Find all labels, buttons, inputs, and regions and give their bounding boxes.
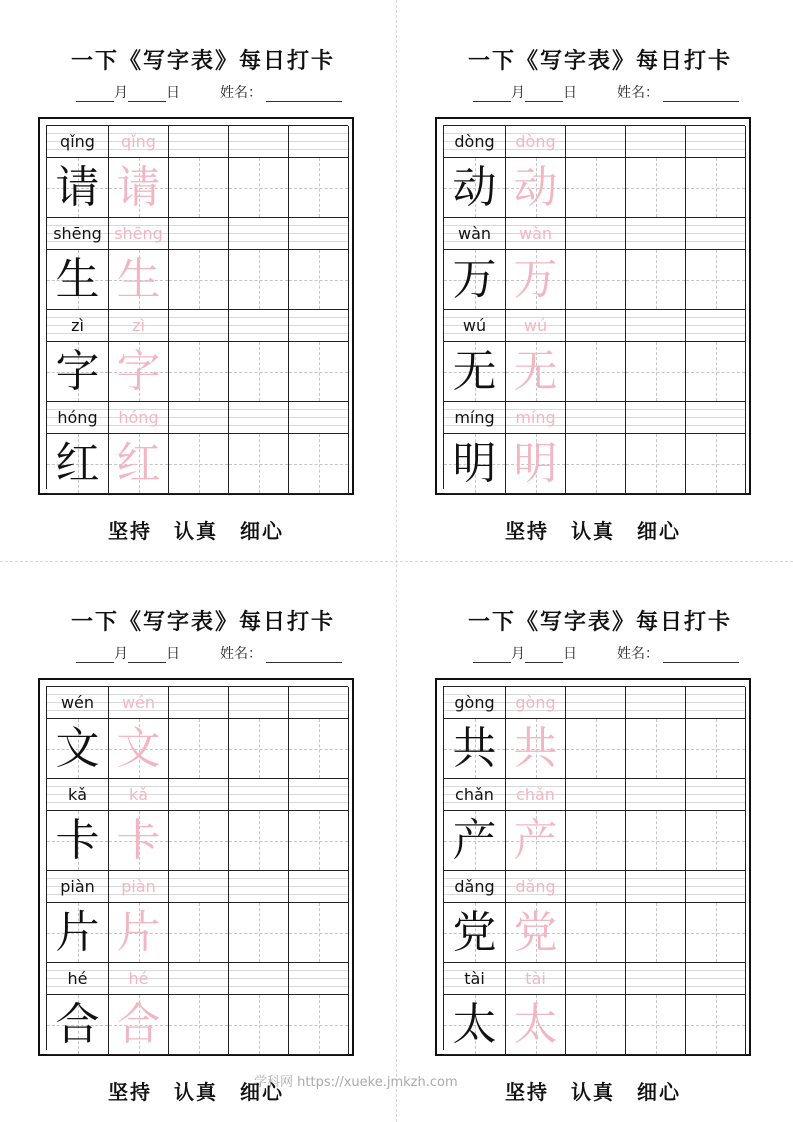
pinyin-text: hóng <box>57 408 98 427</box>
character-practice-cell[interactable] <box>289 719 349 779</box>
pinyin-trace-cell <box>506 963 566 995</box>
pinyin-practice-cell[interactable] <box>229 871 289 903</box>
pinyin-text: zì <box>71 316 84 335</box>
pinyin-trace-cell <box>109 779 169 811</box>
pinyin-trace-cell <box>506 126 566 158</box>
month-label: 月 <box>511 646 525 662</box>
motto: 坚持 认真 细心 <box>108 1080 284 1104</box>
pinyin-practice-cell[interactable] <box>626 402 686 434</box>
character-practice-cell[interactable] <box>566 250 626 310</box>
pinyin-text: wú <box>462 316 487 335</box>
pinyin-text: shēng <box>53 224 102 243</box>
pinyin-trace-text: wú <box>523 316 548 335</box>
character-practice-cell[interactable] <box>686 342 746 402</box>
pinyin-practice-cell[interactable] <box>686 963 746 995</box>
practice-card <box>435 571 765 1111</box>
pinyin-practice-cell[interactable] <box>566 779 626 811</box>
pinyin-practice-cell[interactable] <box>289 402 349 434</box>
pinyin-cell <box>47 687 109 719</box>
character-text: 党 <box>452 906 497 958</box>
character-practice-cell[interactable] <box>626 342 686 402</box>
character-practice-cell[interactable] <box>229 995 289 1055</box>
pinyin-text: dǎng <box>454 877 495 896</box>
pinyin-practice-cell[interactable] <box>626 687 686 719</box>
month-blank[interactable] <box>76 87 114 102</box>
character-practice-cell[interactable] <box>566 903 626 963</box>
writing-grid <box>46 686 348 1050</box>
pinyin-trace-cell <box>109 310 169 342</box>
character-cell <box>47 434 109 494</box>
pinyin-trace-text: hé <box>128 969 149 988</box>
name-blank[interactable] <box>266 87 342 102</box>
pinyin-practice-cell[interactable] <box>229 779 289 811</box>
character-text: 请 <box>55 161 100 213</box>
character-text: 动 <box>452 161 497 213</box>
character-trace-cell <box>506 250 566 310</box>
pinyin-trace-text: piàn <box>121 877 156 896</box>
date-name-line <box>38 82 368 102</box>
character-practice-cell[interactable] <box>229 158 289 218</box>
day-label: 日 <box>166 85 180 101</box>
character-trace-cell <box>109 158 169 218</box>
pinyin-practice-cell[interactable] <box>289 963 349 995</box>
character-practice-cell[interactable] <box>169 342 229 402</box>
character-trace-cell <box>109 719 169 779</box>
character-practice-cell[interactable] <box>566 158 626 218</box>
character-cell <box>47 342 109 402</box>
pinyin-trace-cell <box>109 402 169 434</box>
character-practice-cell[interactable] <box>686 434 746 494</box>
pinyin-trace-cell <box>506 871 566 903</box>
pinyin-trace-cell <box>506 218 566 250</box>
pinyin-practice-cell[interactable] <box>686 126 746 158</box>
pinyin-practice-cell[interactable] <box>169 402 229 434</box>
pinyin-practice-cell[interactable] <box>169 126 229 158</box>
card-title: 一下《写字表》每日打卡 <box>70 48 335 74</box>
character-practice-cell[interactable] <box>686 811 746 871</box>
character-practice-cell[interactable] <box>686 903 746 963</box>
character-trace-text: 太 <box>513 998 558 1050</box>
character-trace-cell <box>109 903 169 963</box>
pinyin-text: kǎ <box>67 785 88 804</box>
character-trace-text: 字 <box>116 345 161 397</box>
pinyin-trace-text: gòng <box>515 693 556 712</box>
character-cell <box>444 342 506 402</box>
practice-card <box>435 10 765 550</box>
character-text: 万 <box>452 253 497 305</box>
pinyin-cell <box>444 310 506 342</box>
character-trace-cell <box>506 903 566 963</box>
character-trace-cell <box>506 342 566 402</box>
character-practice-cell[interactable] <box>686 719 746 779</box>
pinyin-trace-cell <box>506 779 566 811</box>
pinyin-practice-cell[interactable] <box>626 779 686 811</box>
name-label: 姓名： <box>617 646 659 662</box>
pinyin-practice-cell[interactable] <box>169 963 229 995</box>
pinyin-practice-cell[interactable] <box>289 218 349 250</box>
pinyin-cell <box>444 779 506 811</box>
pinyin-practice-cell[interactable] <box>229 963 289 995</box>
pinyin-cell <box>47 310 109 342</box>
character-text: 无 <box>452 345 497 397</box>
pinyin-practice-cell[interactable] <box>169 310 229 342</box>
character-cell <box>444 158 506 218</box>
pinyin-trace-text: dǎng <box>515 877 556 896</box>
month-blank[interactable] <box>473 87 511 102</box>
character-cell <box>47 811 109 871</box>
month-label: 月 <box>114 85 128 101</box>
character-trace-text: 共 <box>513 722 558 774</box>
character-trace-cell <box>109 250 169 310</box>
pinyin-cell <box>47 779 109 811</box>
character-practice-cell[interactable] <box>169 434 229 494</box>
character-trace-cell <box>506 811 566 871</box>
character-trace-cell <box>109 995 169 1055</box>
character-text: 文 <box>55 722 100 774</box>
day-blank[interactable] <box>525 648 563 663</box>
pinyin-trace-cell <box>109 687 169 719</box>
pinyin-trace-text: chǎn <box>516 785 555 804</box>
day-label: 日 <box>166 646 180 662</box>
character-practice-cell[interactable] <box>169 995 229 1055</box>
character-practice-cell[interactable] <box>626 903 686 963</box>
character-cell <box>47 719 109 779</box>
name-label: 姓名： <box>617 85 659 101</box>
writing-grid <box>443 125 745 489</box>
pinyin-trace-text: dòng <box>515 132 556 151</box>
pinyin-practice-cell[interactable] <box>289 871 349 903</box>
date-name-line <box>435 82 765 102</box>
character-practice-cell[interactable] <box>169 811 229 871</box>
character-trace-text: 万 <box>513 253 558 305</box>
writing-grid-frame <box>435 678 751 1056</box>
character-practice-cell[interactable] <box>229 811 289 871</box>
pinyin-trace-text: shēng <box>114 224 163 243</box>
character-trace-cell <box>109 342 169 402</box>
card-title: 一下《写字表》每日打卡 <box>70 609 335 635</box>
name-label: 姓名： <box>220 85 262 101</box>
day-blank[interactable] <box>128 648 166 663</box>
character-text: 生 <box>55 253 100 305</box>
character-practice-cell[interactable] <box>289 434 349 494</box>
pinyin-practice-cell[interactable] <box>626 963 686 995</box>
character-trace-cell <box>506 719 566 779</box>
character-practice-cell[interactable] <box>169 158 229 218</box>
character-practice-cell[interactable] <box>566 811 626 871</box>
character-practice-cell[interactable] <box>686 158 746 218</box>
pinyin-trace-cell <box>109 963 169 995</box>
pinyin-cell <box>47 218 109 250</box>
pinyin-cell <box>444 218 506 250</box>
character-cell <box>444 903 506 963</box>
pinyin-practice-cell[interactable] <box>686 687 746 719</box>
character-trace-text: 卡 <box>116 814 161 866</box>
character-trace-cell <box>506 434 566 494</box>
character-practice-cell[interactable] <box>566 342 626 402</box>
month-label: 月 <box>114 646 128 662</box>
character-cell <box>444 995 506 1055</box>
pinyin-trace-text: zì <box>132 316 145 335</box>
motto: 坚持 认真 细心 <box>505 1080 681 1104</box>
character-trace-cell <box>506 158 566 218</box>
pinyin-practice-cell[interactable] <box>229 126 289 158</box>
pinyin-trace-cell <box>506 402 566 434</box>
character-trace-cell <box>109 811 169 871</box>
character-cell <box>444 811 506 871</box>
character-practice-cell[interactable] <box>626 719 686 779</box>
character-practice-cell[interactable] <box>566 995 626 1055</box>
character-cell <box>47 250 109 310</box>
character-practice-cell[interactable] <box>289 158 349 218</box>
pinyin-practice-cell[interactable] <box>566 871 626 903</box>
writing-grid-frame <box>38 678 354 1056</box>
name-blank[interactable] <box>266 648 342 663</box>
pinyin-practice-cell[interactable] <box>229 402 289 434</box>
character-trace-text: 产 <box>513 814 558 866</box>
character-practice-cell[interactable] <box>229 342 289 402</box>
pinyin-trace-cell <box>109 218 169 250</box>
pinyin-practice-cell[interactable] <box>626 310 686 342</box>
pinyin-text: hé <box>67 969 88 988</box>
pinyin-cell <box>444 871 506 903</box>
character-practice-cell[interactable] <box>566 719 626 779</box>
day-label: 日 <box>563 85 577 101</box>
pinyin-practice-cell[interactable] <box>169 871 229 903</box>
character-practice-cell[interactable] <box>686 995 746 1055</box>
character-practice-cell[interactable] <box>229 250 289 310</box>
pinyin-text: wén <box>60 693 95 712</box>
character-cell <box>47 903 109 963</box>
practice-card <box>38 10 368 550</box>
pinyin-practice-cell[interactable] <box>566 687 626 719</box>
writing-grid-frame <box>38 117 354 495</box>
character-text: 字 <box>55 345 100 397</box>
pinyin-cell <box>47 871 109 903</box>
character-practice-cell[interactable] <box>686 250 746 310</box>
character-trace-text: 请 <box>116 161 161 213</box>
pinyin-trace-text: kǎ <box>128 785 149 804</box>
pinyin-cell <box>444 402 506 434</box>
character-cell <box>47 995 109 1055</box>
pinyin-practice-cell[interactable] <box>169 687 229 719</box>
character-practice-cell[interactable] <box>229 903 289 963</box>
character-practice-cell[interactable] <box>626 250 686 310</box>
character-practice-cell[interactable] <box>626 995 686 1055</box>
character-cell <box>444 434 506 494</box>
watermark: 学科网 https://xueke.jmkzh.com <box>254 1075 458 1090</box>
writing-grid <box>443 686 745 1050</box>
character-text: 产 <box>452 814 497 866</box>
character-trace-text: 生 <box>116 253 161 305</box>
pinyin-practice-cell[interactable] <box>566 963 626 995</box>
writing-grid-frame <box>435 117 751 495</box>
character-practice-cell[interactable] <box>566 434 626 494</box>
pinyin-trace-text: míng <box>515 408 556 427</box>
pinyin-practice-cell[interactable] <box>289 779 349 811</box>
character-trace-text: 党 <box>513 906 558 958</box>
pinyin-practice-cell[interactable] <box>566 218 626 250</box>
character-trace-text: 红 <box>116 437 161 489</box>
character-practice-cell[interactable] <box>229 434 289 494</box>
pinyin-practice-cell[interactable] <box>289 310 349 342</box>
pinyin-practice-cell[interactable] <box>566 310 626 342</box>
card-title: 一下《写字表》每日打卡 <box>467 48 732 74</box>
pinyin-text: wàn <box>457 224 492 243</box>
character-cell <box>47 158 109 218</box>
pinyin-practice-cell[interactable] <box>169 218 229 250</box>
character-practice-cell[interactable] <box>289 903 349 963</box>
pinyin-practice-cell[interactable] <box>566 126 626 158</box>
character-trace-text: 明 <box>513 437 558 489</box>
pinyin-trace-text: wén <box>121 693 156 712</box>
pinyin-practice-cell[interactable] <box>229 310 289 342</box>
pinyin-cell <box>47 126 109 158</box>
pinyin-trace-cell <box>109 126 169 158</box>
pinyin-trace-text: qǐng <box>121 132 156 151</box>
name-label: 姓名： <box>220 646 262 662</box>
character-practice-cell[interactable] <box>169 719 229 779</box>
character-trace-text: 无 <box>513 345 558 397</box>
pinyin-practice-cell[interactable] <box>686 779 746 811</box>
pinyin-text: dòng <box>454 132 495 151</box>
pinyin-practice-cell[interactable] <box>229 218 289 250</box>
character-practice-cell[interactable] <box>626 811 686 871</box>
pinyin-practice-cell[interactable] <box>289 126 349 158</box>
practice-card <box>38 571 368 1111</box>
motto: 坚持 认真 细心 <box>108 519 284 543</box>
pinyin-practice-cell[interactable] <box>686 402 746 434</box>
pinyin-trace-cell <box>506 310 566 342</box>
month-label: 月 <box>511 85 525 101</box>
character-practice-cell[interactable] <box>626 158 686 218</box>
pinyin-practice-cell[interactable] <box>289 687 349 719</box>
character-trace-cell <box>109 434 169 494</box>
pinyin-text: míng <box>454 408 495 427</box>
pinyin-practice-cell[interactable] <box>169 779 229 811</box>
motto: 坚持 认真 细心 <box>505 519 681 543</box>
character-practice-cell[interactable] <box>289 250 349 310</box>
pinyin-practice-cell[interactable] <box>566 402 626 434</box>
character-text: 合 <box>55 998 100 1050</box>
pinyin-text: tài <box>464 969 485 988</box>
pinyin-text: qǐng <box>60 132 95 151</box>
pinyin-trace-cell <box>109 871 169 903</box>
pinyin-trace-text: tài <box>525 969 546 988</box>
pinyin-cell <box>444 963 506 995</box>
character-text: 太 <box>452 998 497 1050</box>
character-cell <box>444 250 506 310</box>
character-text: 卡 <box>55 814 100 866</box>
pinyin-practice-cell[interactable] <box>686 218 746 250</box>
character-practice-cell[interactable] <box>169 903 229 963</box>
pinyin-practice-cell[interactable] <box>626 871 686 903</box>
pinyin-trace-text: hóng <box>118 408 159 427</box>
pinyin-practice-cell[interactable] <box>626 126 686 158</box>
character-trace-text: 文 <box>116 722 161 774</box>
writing-grid <box>46 125 348 489</box>
date-name-line <box>435 643 765 663</box>
pinyin-trace-text: wàn <box>518 224 553 243</box>
month-blank[interactable] <box>76 648 114 663</box>
character-text: 片 <box>55 906 100 958</box>
pinyin-cell <box>444 687 506 719</box>
character-practice-cell[interactable] <box>289 811 349 871</box>
name-blank[interactable] <box>663 648 739 663</box>
horizontal-cut-line <box>0 561 793 562</box>
pinyin-text: gòng <box>454 693 495 712</box>
pinyin-trace-cell <box>506 687 566 719</box>
character-cell <box>444 719 506 779</box>
character-trace-cell <box>506 995 566 1055</box>
card-title: 一下《写字表》每日打卡 <box>467 609 732 635</box>
pinyin-practice-cell[interactable] <box>229 687 289 719</box>
character-trace-text: 片 <box>116 906 161 958</box>
pinyin-text: piàn <box>60 877 95 896</box>
character-text: 红 <box>55 437 100 489</box>
name-blank[interactable] <box>663 87 739 102</box>
day-blank[interactable] <box>128 87 166 102</box>
character-trace-text: 合 <box>116 998 161 1050</box>
character-text: 明 <box>452 437 497 489</box>
character-trace-text: 动 <box>513 161 558 213</box>
character-practice-cell[interactable] <box>626 434 686 494</box>
pinyin-practice-cell[interactable] <box>686 310 746 342</box>
character-practice-cell[interactable] <box>169 250 229 310</box>
month-blank[interactable] <box>473 648 511 663</box>
pinyin-practice-cell[interactable] <box>686 871 746 903</box>
character-text: 共 <box>452 722 497 774</box>
date-name-line <box>38 643 368 663</box>
pinyin-text: chǎn <box>455 785 494 804</box>
pinyin-cell <box>47 963 109 995</box>
character-practice-cell[interactable] <box>229 719 289 779</box>
pinyin-practice-cell[interactable] <box>626 218 686 250</box>
pinyin-cell <box>444 126 506 158</box>
character-practice-cell[interactable] <box>289 342 349 402</box>
day-blank[interactable] <box>525 87 563 102</box>
character-practice-cell[interactable] <box>289 995 349 1055</box>
pinyin-cell <box>47 402 109 434</box>
day-label: 日 <box>563 646 577 662</box>
